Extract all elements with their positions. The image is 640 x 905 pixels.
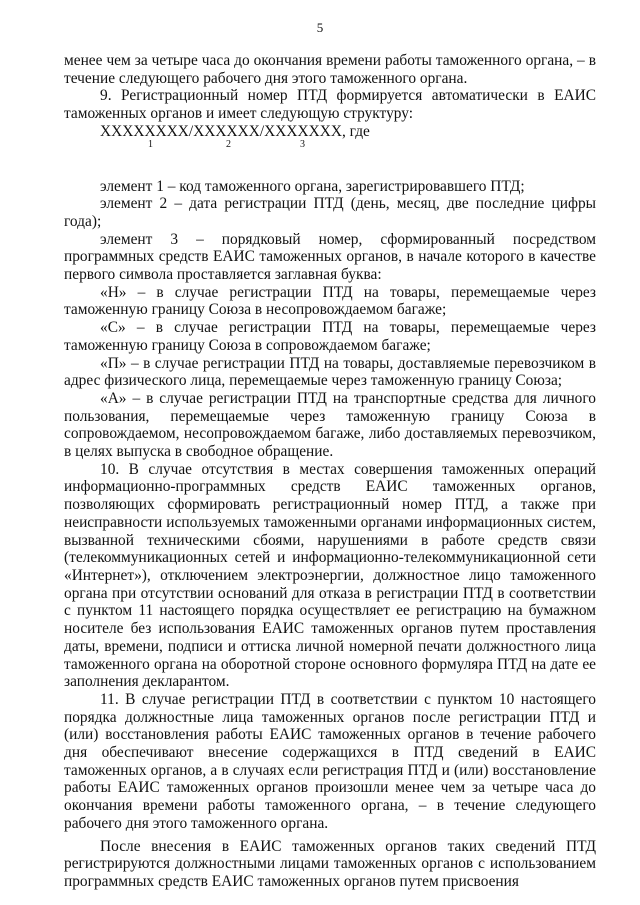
paragraph-9: 9. Регистрационный номер ПТД формируется автоматически в ЕАИС таможенных органов и имеет следующую структуру: xyxy=(64,87,596,123)
letter-a-description: «А» – в случае регистрации ПТД на транспортные средства для личного пользования, перемещаемые через таможенную границу Союза в сопровождаемом, несопровождаемом багаже, либо доставляемых перевозчиком, в целях выпуска в свободное обращение. xyxy=(64,389,596,461)
structure-index-2: 2 xyxy=(226,138,231,150)
structure-element-indices xyxy=(64,138,596,158)
element-2-description: элемент 2 – дата регистрации ПТД (день, месяц, две последние цифры года); xyxy=(64,195,596,230)
structure-index-1: 1 xyxy=(148,138,153,150)
paragraph-10: 10. В случае отсутствия в местах совершения таможенных операций информационно-программных средств ЕАИС таможенных органов, позволяющих сформировать регистрационный номер ПТД, а также при неисправности используемых таможенными органами информационных систем, вызванной техническими сбоями, нарушениями в работе средств связи (телекоммуникационных сетей и информационно-телекоммуникационной сети «Интернет»), отключением электроэнергии, должностное лицо таможенного органа при отсутствии оснований для отказа в регистрации ПТД в соответствии с пунктом 11 настоящего порядка осуществляет ее регистрацию на бумажном носителе без использования ЕАИС таможенных органов путем проставления даты, времени, подписи и оттиска личной номерной печати должностного лица таможенного органа на оборотной стороне основного формуляра ПТД на дате ее заполнения декларантом. xyxy=(64,460,596,691)
structure-index-3: 3 xyxy=(300,138,305,150)
document-body xyxy=(64,52,596,891)
letter-s-description: «С» – в случае регистрации ПТД на товары, перемещаемые через таможенную границу Союза в сопровождаемом багаже; xyxy=(64,319,596,354)
paragraph-continuation: менее чем за четыре часа до окончания времени работы таможенного органа, – в течение следующего рабочего дня этого таможенного органа. xyxy=(64,52,596,87)
paragraph-after-entry: После внесения в ЕАИС таможенных органов таких сведений ПТД регистрируются должностными лицами таможенных органов с использованием программных средств ЕАИС таможенных органов путем присвоения xyxy=(64,837,596,890)
letter-n-description: «Н» – в случае регистрации ПТД на товары, перемещаемые через таможенную границу Союза в несопровождаемом багаже; xyxy=(64,283,596,319)
letter-p-description: «П» – в случае регистрации ПТД на товары, доставляемые перевозчиком в адрес физического лица, перемещаемые через таможенную границу Союза; xyxy=(64,354,596,390)
element-3-description: элемент 3 – порядковый номер, сформированный посредством программных средств ЕАИС таможенных органов, в начале которого в качестве первого символа проставляется заглавная буква: xyxy=(64,230,596,284)
element-1-description: элемент 1 – код таможенного органа, зарегистрировавшего ПТД; xyxy=(100,177,525,195)
page-number: 5 xyxy=(316,20,324,35)
registration-number-structure: XXXXXXXX/XXXXXX/XXXXXXX, где xyxy=(100,122,370,140)
paragraph-11: 11. В случае регистрации ПТД в соответствии с пунктом 10 настоящего порядка должностные лица таможенных органов после регистрации ПТД и (или) восстановления работы ЕАИС таможенных органов в течение рабочего дня обеспечивают внесение содержащихся в ПТД сведений в ЕАИС таможенных органов, а в случаях если регистрация ПТД и (или) восстановление работы ЕАИС таможенных органов произошли менее чем за четыре часа до окончания времени работы таможенного органа, – в течение следующего рабочего дня этого таможенного органа. xyxy=(64,690,596,832)
